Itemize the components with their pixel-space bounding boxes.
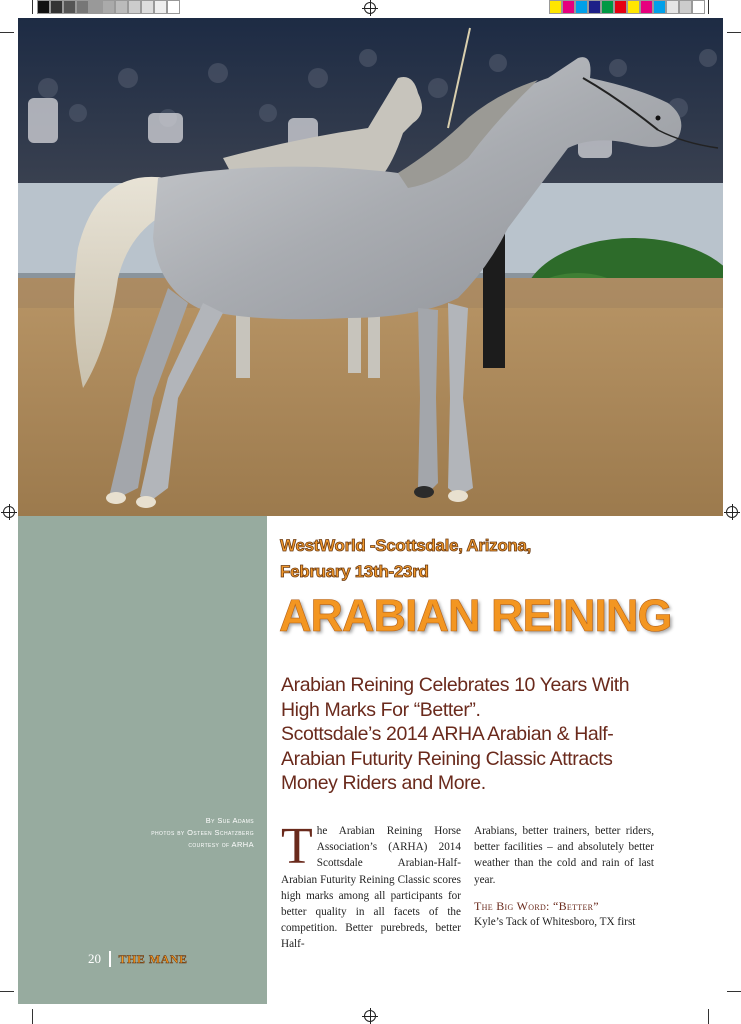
grayscale-swatch [141,0,154,14]
page-number: 20 [88,951,101,966]
crop-mark [0,991,14,992]
crop-mark [708,1009,709,1024]
crop-mark [0,32,14,33]
color-swatch [562,0,575,14]
article-credits [120,815,254,851]
body-paragraph-2: Arabians, better trainers, better riders, better facilities – and absolutely better weather than the cold and rain of last year. [474,825,654,886]
body-column-1 [281,818,461,953]
grayscale-swatch [50,0,63,14]
registration-mark-bottom [364,1010,376,1022]
folio-divider [109,951,111,967]
magazine-name: THE MANE [118,951,188,966]
crop-mark [32,0,33,14]
crop-mark [708,0,709,14]
color-swatch [692,0,705,14]
color-swatch [666,0,679,14]
color-swatch [640,0,653,14]
grayscale-swatch [115,0,128,14]
registration-mark-top [364,2,376,14]
event-location: WestWorld -Scottsdale, Arizona, [280,536,532,555]
color-swatch [588,0,601,14]
process-color-bar [549,0,705,14]
article-subheading [281,673,656,796]
subheading-line-1: Arabian Reining Celebrates 10 Years With High Marks For “Better”. [281,674,630,721]
grayscale-swatch [37,0,50,14]
grayscale-swatch [128,0,141,14]
color-swatch [614,0,627,14]
color-swatch [653,0,666,14]
photo-courtesy: courtesy of ARHA [188,840,254,849]
crop-mark [727,32,741,33]
grayscale-bar [37,0,180,14]
grayscale-swatch [76,0,89,14]
page-folio [88,951,188,967]
section-heading: The Big Word: “Better” [474,898,599,913]
event-dates: February 13th-23rd [280,562,429,581]
grayscale-swatch [89,0,102,14]
registration-mark-right [726,506,738,518]
grayscale-swatch [102,0,115,14]
color-swatch [679,0,692,14]
color-swatch [627,0,640,14]
color-swatch [549,0,562,14]
grayscale-swatch [63,0,76,14]
crop-mark [727,991,741,992]
body-paragraph-3: Kyle’s Tack of Whitesboro, TX first [474,916,636,929]
body-paragraph-1: he Arabian Reining Horse Association’s (ARHA) 2014 Scottsdale Arabian-Half-Arabian Futurity Reining Classic scores high marks among all participants for better quality in all facets of the competition. Better purebreds, better Half- [281,825,461,951]
body-column-2 [474,823,654,930]
drop-cap: T [281,818,313,875]
color-swatch [601,0,614,14]
byline: By Sue Adams [205,816,254,825]
photo-credit: photos by Osteen Schatzberg [151,828,254,837]
registration-mark-left [3,506,15,518]
grayscale-swatch [167,0,180,14]
gray-arabian-horse-photo [18,18,723,516]
crop-mark [32,1009,33,1024]
grayscale-swatch [154,0,167,14]
subheading-line-2: Scottsdale’s 2014 ARHA Arabian & Half-Arabian Futurity Reining Classic Attracts Money Riders and More. [281,723,614,794]
sidebar-panel [18,516,267,1004]
color-swatch [575,0,588,14]
article-title: ARABIAN REINING [279,590,672,641]
